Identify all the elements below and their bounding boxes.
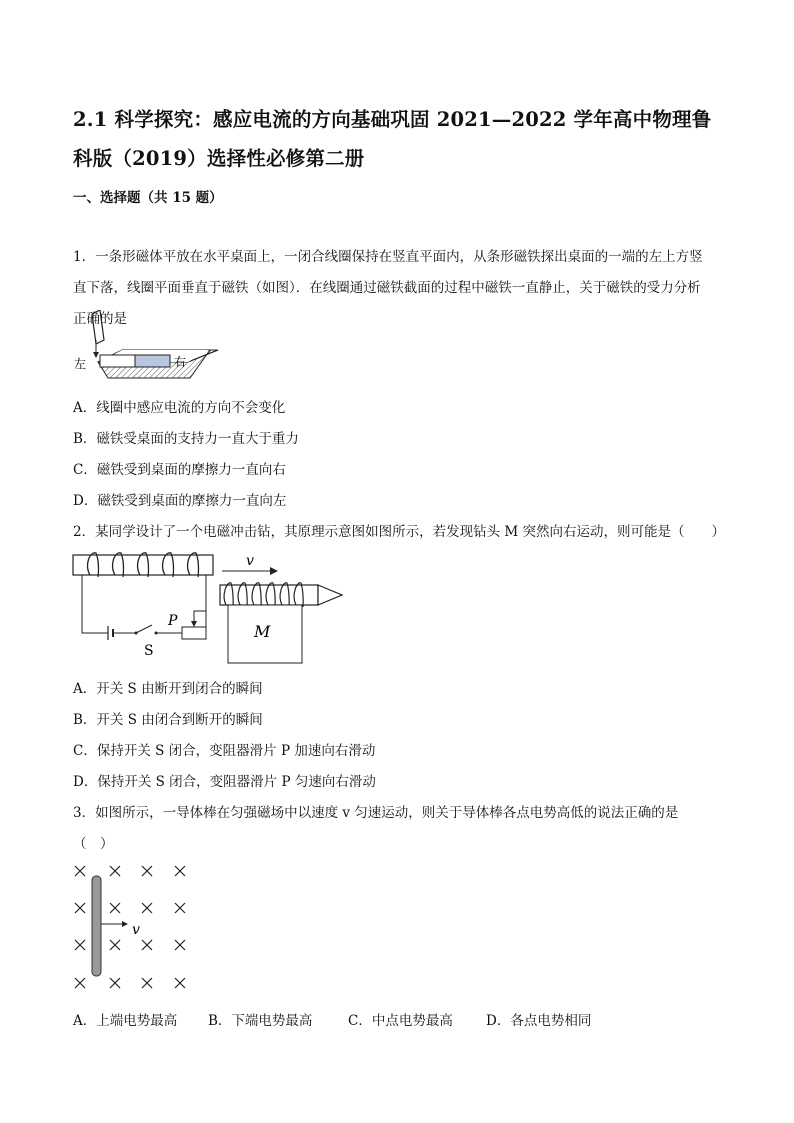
fig-label-m: M [254,622,271,641]
fig-label-s: S [144,643,154,659]
q2-figure [70,545,350,670]
q1-option-c[interactable]: C．磁铁受到桌面的摩擦力一直向右 [73,462,286,478]
fig-label-left: 左 [74,357,87,371]
q1-text-line-3: 正确的是 [73,311,127,327]
q1-text-line-1: 1．一条形磁体平放在水平桌面上，一闭合线圈保持在竖直平面内，从条形磁铁探出桌面的一端的左上方竖 [73,249,703,265]
section-heading: 一、选择题（共 15 题） [73,190,223,206]
rheostat [182,627,206,639]
q3-option-d[interactable]: D．各点电势相同 [486,1013,592,1029]
q2-option-b[interactable]: B．开关 S 由闭合到断开的瞬间 [73,712,263,728]
q3-option-c[interactable]: C．中点电势最高 [348,1013,453,1029]
q1-text-line-2: 直下落，线圈平面垂直于磁铁（如图）．在线圈通过磁铁截面的过程中磁铁一直静止，关于磁铁的受力分析 [73,280,701,296]
q1-option-b[interactable]: B．磁铁受桌面的支持力一直大于重力 [73,431,299,447]
document-title [73,100,733,178]
fig-label-p: P [168,613,178,629]
q3-option-b[interactable]: B．下端电势最高 [208,1013,313,1029]
title-line-1: 2.1 科学探究：感应电流的方向基础巩固 2021—2022 学年高中物理鲁 [73,108,712,131]
q3-text-2: （ ） [73,836,114,852]
drill-bit [318,585,342,605]
q3-option-a[interactable]: A．上端电势最高 [73,1013,178,1029]
q1-figure [70,310,230,390]
q2-option-d[interactable]: D．保持开关 S 闭合，变阻器滑片 P 匀速向右滑动 [73,774,376,790]
conductor-rod [92,876,101,976]
electromagnet-core [73,555,213,575]
q3-text: 3．如图所示，一导体棒在匀强磁场中以速度 v 匀速运动，则关于导体棒各点电势高低的说法正确的是 [73,805,679,821]
q2-option-a[interactable]: A．开关 S 由断开到闭合的瞬间 [73,681,263,697]
q1-option-d[interactable]: D．磁铁受到桌面的摩擦力一直向左 [73,493,287,509]
q2-text: 2．某同学设计了一个电磁冲击钻，其原理示意图如图所示，若发现钻头 M 突然向右运动，则可能是（ ） [73,524,725,540]
fig-label-v: v [246,553,254,569]
fig-label-v: v [132,922,140,938]
title-line-2: 科版（2019）选择性必修第二册 [73,147,365,170]
fig-label-right: 右 [174,355,187,369]
coil [92,310,104,344]
q1-option-a[interactable]: A．线圈中感应电流的方向不会变化 [73,400,286,416]
q3-figure [70,858,200,998]
q2-option-c[interactable]: C．保持开关 S 闭合，变阻器滑片 P 加速向右滑动 [73,743,376,759]
